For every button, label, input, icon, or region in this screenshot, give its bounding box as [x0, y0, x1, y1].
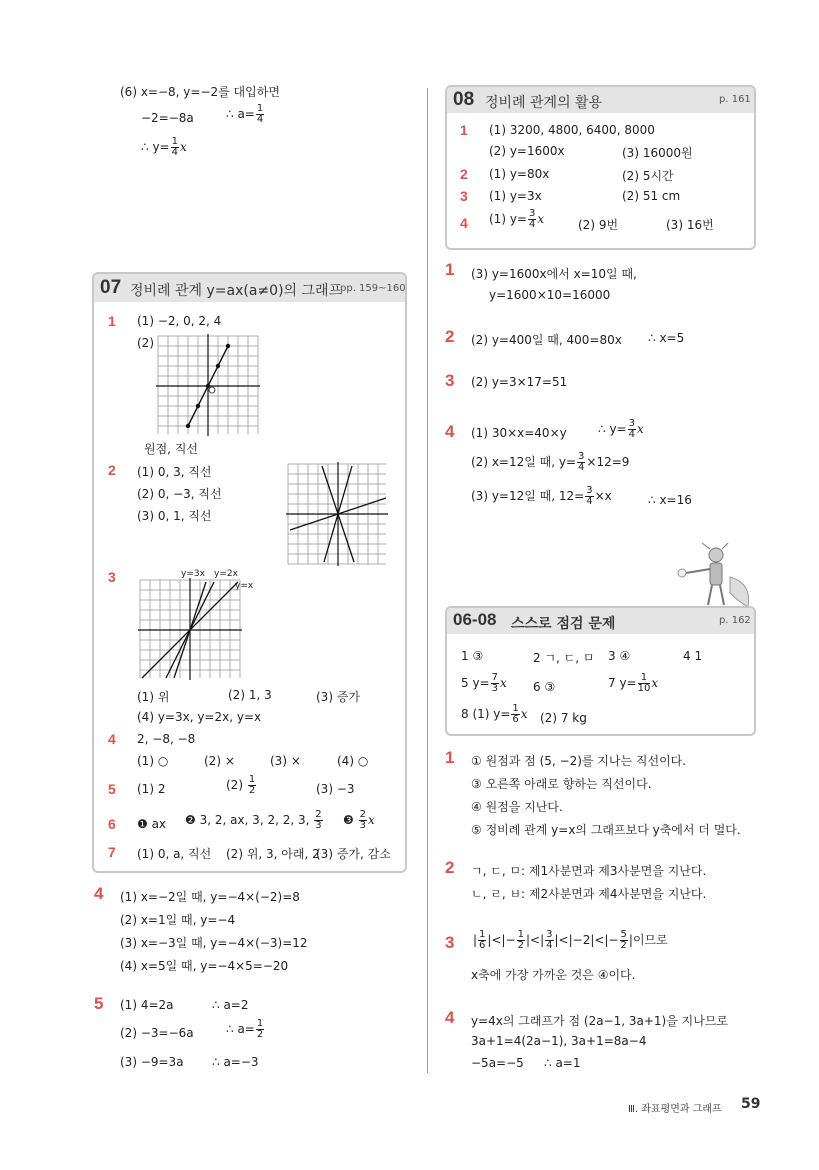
text-line: −2=−8a — [141, 111, 194, 125]
section-08-header — [447, 87, 754, 113]
variable: x — [367, 813, 375, 827]
text-line — [226, 104, 265, 125]
variable: x — [499, 676, 507, 690]
answer: (3) 16000원 — [622, 146, 693, 160]
numerator: 1 — [171, 136, 178, 147]
answer: (2) 7 kg — [540, 711, 587, 725]
answer: (2) 5시간 — [622, 169, 674, 183]
answer: (4) y=3x, y=2x, y=x — [137, 710, 262, 724]
denominator: 4 — [628, 429, 635, 440]
section-07-header — [94, 274, 405, 302]
question-number: 4 — [94, 884, 104, 903]
solution-line: y=1600×10=16000 — [489, 288, 611, 302]
graph-q3 — [138, 578, 242, 680]
question-number: 1 — [445, 748, 455, 767]
solution-line: 3a+1=4(2a−1), 3a+1=8a−4 — [471, 1034, 647, 1048]
solution-line: −5a=−5 — [471, 1056, 524, 1070]
fraction — [585, 486, 593, 507]
solution-line — [226, 1019, 265, 1040]
variable: x — [537, 212, 545, 226]
question-number: 4 — [445, 422, 455, 441]
solution-line: ∴ x=5 — [648, 331, 685, 345]
section-number: 06-08 — [453, 610, 497, 629]
fraction — [638, 673, 651, 694]
solution-line: ④ 원점을 지난다. — [471, 800, 563, 814]
fraction — [256, 1019, 264, 1040]
text: 8 (1) y= — [461, 707, 511, 721]
text: ×12=9 — [586, 455, 630, 469]
question-number: 6 — [108, 816, 116, 832]
question-number: 5 — [108, 781, 116, 797]
solution-line: (4) x=5일 때, y=−4×5=−20 — [120, 959, 289, 973]
inequality-chain: | $\frac{1}{6}$ |<|− $\frac{1}{2}$ |<| $\frac{3}{4}$ |<|−2|<|− $\frac{5}{2}$ |이므로 — [473, 929, 668, 951]
solution-line: ㄱ, ㄷ, ㅁ: 제1사분면과 제3사분면을 지난다. — [471, 864, 707, 878]
answer: (1) 0, 3, 직선 — [137, 465, 212, 479]
numerator: 1 — [248, 774, 256, 785]
answer: (2) 51 cm — [622, 189, 681, 203]
text: 7 y= — [608, 676, 637, 690]
question-number: 2 — [445, 327, 455, 346]
numerator: 3 — [578, 451, 585, 462]
fraction — [511, 704, 519, 725]
solution-line — [471, 486, 612, 507]
text: ∴ a= — [226, 107, 255, 121]
question-number: 1 — [108, 313, 116, 329]
text: ❸ — [343, 813, 354, 827]
text: ∴ y= — [598, 422, 627, 436]
text: (2) — [226, 778, 243, 792]
denominator: 2 — [248, 785, 256, 796]
solution-line: (1) 30×x=40×y — [471, 426, 567, 440]
answer: (2) 1, 3 — [228, 688, 272, 702]
text: 5 y= — [461, 676, 490, 690]
text: ×x — [594, 489, 612, 503]
solution-line: x축에 가장 가까운 것은 ④이다. — [471, 968, 636, 982]
question-number: 4 — [445, 1008, 455, 1027]
fraction — [314, 810, 322, 831]
answer: (1) 0, a, 직선 — [137, 847, 212, 861]
denominator: 3 — [315, 820, 322, 831]
section-number: 07 — [100, 277, 122, 298]
solution-line: ㄴ, ㄹ, ㅂ: 제2사분면과 제4사분면을 지난다. — [471, 887, 707, 901]
solution-line: (2) x=1일 때, y=−4 — [120, 913, 236, 927]
denominator: 6 — [512, 714, 519, 725]
answer: 1 ③ — [461, 649, 484, 663]
graph-q1 — [156, 334, 260, 436]
fraction — [628, 419, 636, 440]
question-number: 3 — [445, 371, 455, 390]
chapter-footer: Ⅲ. 좌표평면과 그래프 — [628, 1104, 722, 1115]
question-number: 5 — [94, 994, 104, 1013]
variable: x — [520, 707, 528, 721]
numerator: 1 — [256, 103, 264, 114]
variable: x — [179, 140, 187, 154]
solution-line: (2) y=400일 때, 400=80x — [471, 333, 622, 347]
solution-line: ③ 오른쪽 아래로 향하는 직선이다. — [471, 777, 652, 791]
text-line: (6) x=−8, y=−2를 대입하면 — [120, 85, 280, 99]
answer: (1) 3200, 4800, 6400, 8000 — [489, 123, 655, 137]
page-ref: pp. 159~160 — [340, 283, 406, 294]
section-number: 08 — [453, 89, 475, 110]
question-number: 7 — [108, 844, 116, 860]
column-divider — [427, 88, 428, 1073]
fraction — [248, 775, 256, 796]
solution-line: (2) −3=−6a — [120, 1026, 194, 1040]
answer: (1) y=80x — [489, 167, 550, 181]
answer: ❶ ax — [137, 817, 167, 831]
denominator: 3 — [359, 820, 366, 831]
answer — [226, 775, 257, 796]
text: (2) x=12일 때, y= — [471, 455, 577, 469]
denominator: 3 — [491, 683, 498, 694]
page-ref: p. 161 — [719, 94, 751, 105]
solution-line — [471, 452, 629, 473]
numerator: 2 — [359, 809, 366, 820]
section-0608-header — [447, 608, 754, 634]
answer: (3) 16번 — [666, 218, 714, 232]
answer: 3 ④ — [608, 649, 631, 663]
question-number: 1 — [445, 260, 455, 279]
question-number: 3 — [445, 933, 455, 952]
solution-line: (2) y=3×17=51 — [471, 375, 568, 389]
numerator: 1 — [256, 1018, 264, 1029]
answer: (3) × — [270, 754, 301, 768]
answer: (4) ○ — [337, 754, 369, 768]
question-number: 2 — [460, 166, 468, 182]
solution-line: ⑤ 정비례 관계 y=x의 그래프보다 y축에서 더 멀다. — [471, 823, 741, 837]
section-title: 정비례 관계의 활용 — [485, 95, 603, 111]
fraction — [491, 673, 499, 694]
solution-line: y=4x의 그래프가 점 (2a−1, 3a+1)을 지나므로 — [471, 1014, 729, 1028]
graph-q2 — [286, 462, 388, 566]
answer: 6 ③ — [533, 680, 556, 694]
solution-line: ∴ a=−3 — [212, 1055, 259, 1069]
question-number: 1 — [460, 122, 468, 138]
text: (1) y= — [489, 212, 527, 226]
answer: (2) — [137, 336, 154, 350]
answer — [489, 209, 544, 230]
answer: (1) 2 — [137, 782, 166, 796]
answer: (3) 0, 1, 직선 — [137, 509, 212, 523]
solution-line: (3) x=−3일 때, y=−4×(−3)=12 — [120, 936, 308, 950]
answer: (3) −3 — [316, 782, 355, 796]
denominator: 4 — [586, 496, 593, 507]
section-title: 스스로 점검 문제 — [511, 616, 616, 632]
solution-line: ① 원점과 점 (5, −2)를 지나는 직선이다. — [471, 754, 687, 768]
fraction — [256, 104, 264, 125]
character-illustration — [672, 543, 762, 613]
answer — [343, 810, 375, 831]
text: 이므로 — [632, 933, 668, 947]
question-number: 2 — [108, 462, 116, 478]
denominator: 10 — [637, 683, 651, 694]
text: (3) y=12일 때, 12= — [471, 489, 585, 503]
section-title: 정비례 관계 y=ax(a≠0)의 그래프 — [130, 283, 343, 299]
answer: (2) 0, −3, 직선 — [137, 487, 222, 501]
answer: 2 ㄱ, ㄷ, ㅁ — [533, 651, 595, 665]
solution-line — [598, 419, 644, 440]
answer: 4 1 — [683, 649, 703, 663]
solution-line: ∴ x=16 — [648, 493, 692, 507]
numerator: 3 — [586, 485, 593, 496]
denominator: 4 — [578, 462, 585, 473]
question-number: 4 — [108, 731, 116, 747]
answer: (1) y=3x — [489, 189, 542, 203]
answer — [461, 673, 507, 694]
fraction — [171, 137, 179, 158]
text: ❷ 3, 2, ax, 3, 2, 2, 3, — [185, 813, 310, 827]
fraction — [528, 209, 536, 230]
answer — [461, 704, 528, 725]
numerator: 7 — [491, 672, 498, 683]
answer — [608, 673, 658, 694]
page-ref: p. 162 — [719, 615, 751, 626]
answer: 2, −8, −8 — [137, 732, 196, 746]
answer: (2) y=1600x — [489, 144, 565, 158]
answer: (3) 증가 — [316, 690, 360, 704]
numerator: 1 — [638, 673, 651, 684]
line-label: y=3x — [181, 569, 205, 579]
denominator: 4 — [256, 114, 264, 125]
numerator: 1 — [512, 703, 519, 714]
numerator: 3 — [628, 418, 635, 429]
line-label: y=x — [235, 581, 254, 591]
variable: x — [636, 422, 644, 436]
line-label: y=2x — [214, 569, 238, 579]
answer: (2) 9번 — [578, 218, 619, 232]
caption: 원점, 직선 — [144, 442, 198, 456]
denominator: 4 — [528, 219, 536, 230]
answer: (1) 위 — [137, 690, 170, 704]
text-line — [141, 137, 187, 158]
answer: (3) 증가, 감소 — [316, 847, 391, 861]
solution-line: (3) y=1600x에서 x=10일 때, — [471, 267, 637, 281]
question-number: 2 — [445, 858, 455, 877]
denominator: 4 — [171, 147, 178, 158]
answer: (2) 위, 3, 아래, 2 — [226, 847, 320, 861]
solution-line: ∴ a=1 — [544, 1056, 581, 1070]
question-number: 4 — [460, 215, 468, 231]
denominator: 2 — [256, 1029, 264, 1040]
answer: (1) −2, 0, 2, 4 — [137, 314, 222, 328]
numerator: 3 — [528, 208, 536, 219]
page-number: 59 — [741, 1096, 761, 1112]
solution-line: ∴ a=2 — [212, 998, 249, 1012]
numerator: 2 — [315, 809, 322, 820]
solution-line: (1) x=−2일 때, y=−4×(−2)=8 — [120, 890, 300, 904]
question-number: 3 — [108, 569, 116, 585]
fraction — [359, 810, 367, 831]
fraction — [577, 452, 585, 473]
text: ∴ y= — [141, 140, 170, 154]
variable: x — [651, 676, 659, 690]
answer — [185, 810, 324, 831]
answer: (1) ○ — [137, 754, 169, 768]
solution-line: (3) −9=3a — [120, 1055, 184, 1069]
solution-line: (1) 4=2a — [120, 998, 174, 1012]
answer: (2) × — [204, 754, 235, 768]
text: ∴ a= — [226, 1022, 255, 1036]
question-number: 3 — [460, 188, 468, 204]
